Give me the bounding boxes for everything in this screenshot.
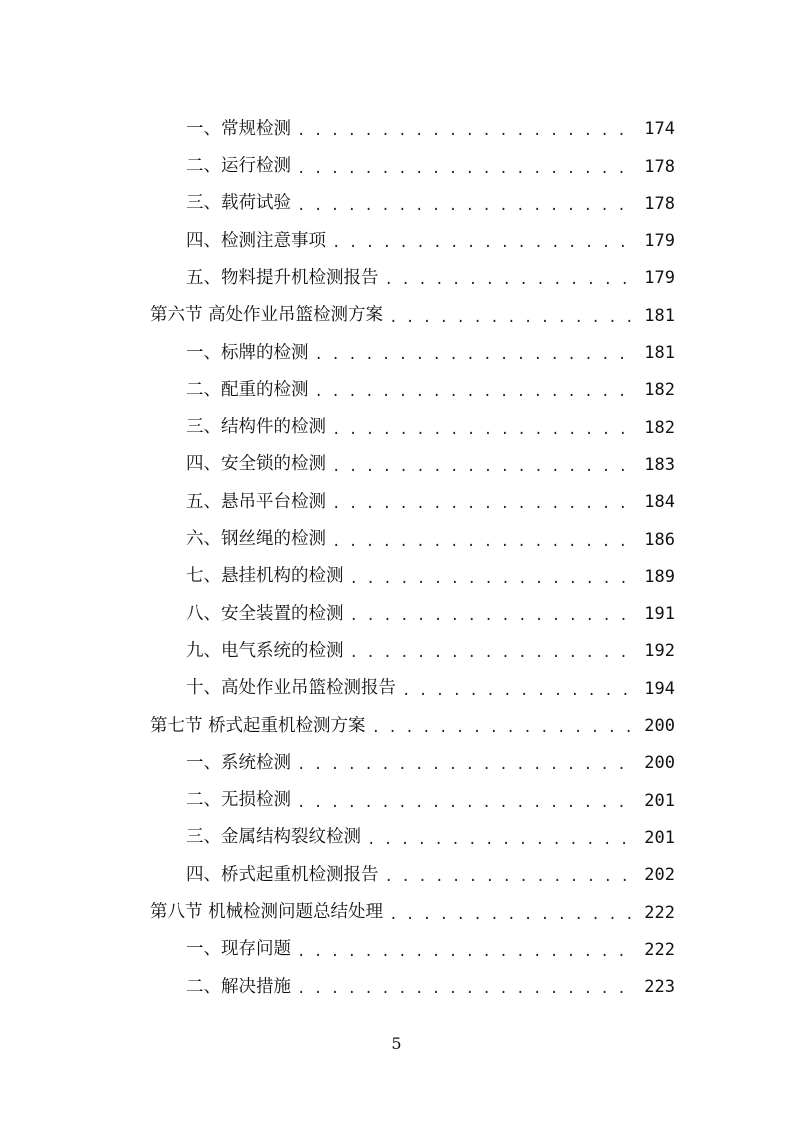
toc-entry-title: 七、悬挂机构的检测: [186, 566, 344, 587]
toc-entry-title: 二、无损检测: [186, 790, 291, 811]
toc-dot-leader: [385, 870, 637, 884]
toc-entry-page: 194: [644, 678, 675, 699]
toc-dot-leader: [332, 423, 636, 437]
toc-dot-leader: [297, 945, 636, 959]
table-of-contents: [150, 101, 675, 996]
toc-entry-title: 四、检测注意事项: [186, 230, 326, 251]
toc-entry-page: 178: [644, 156, 675, 177]
toc-entry-page: 181: [644, 343, 675, 364]
toc-entry-page: 182: [644, 417, 675, 438]
toc-dot-leader: [297, 199, 636, 213]
toc-entry-page: 222: [644, 939, 675, 960]
toc-subsection-entry[interactable]: [150, 810, 675, 847]
toc-entry-title: 四、安全锁的检测: [186, 454, 326, 475]
toc-entry-page: 223: [644, 977, 675, 998]
toc-entry-title: 五、悬吊平台检测: [186, 491, 326, 512]
toc-entry-page: 192: [644, 641, 675, 662]
toc-subsection-entry[interactable]: [150, 325, 675, 362]
toc-entry-title: 四、桥式起重机检测报告: [186, 864, 379, 885]
toc-entry-title: 十、高处作业吊篮检测报告: [186, 678, 396, 699]
toc-subsection-entry[interactable]: [150, 437, 675, 474]
toc-entry-title: 二、配重的检测: [186, 379, 309, 400]
toc-subsection-entry[interactable]: [150, 959, 675, 996]
toc-subsection-entry[interactable]: [150, 660, 675, 697]
toc-section-entry[interactable]: [150, 287, 675, 324]
toc-entry-page: 201: [644, 790, 675, 811]
toc-subsection-entry[interactable]: [150, 101, 675, 138]
toc-entry-page: 189: [644, 566, 675, 587]
toc-dot-leader: [297, 124, 636, 138]
toc-entry-page: 183: [644, 454, 675, 475]
toc-subsection-entry[interactable]: [150, 549, 675, 586]
toc-dot-leader: [385, 273, 637, 287]
toc-entry-page: 178: [644, 193, 675, 214]
toc-subsection-entry[interactable]: [150, 847, 675, 884]
toc-subsection-entry[interactable]: [150, 362, 675, 399]
toc-dot-leader: [389, 311, 636, 325]
page-number: 5: [391, 1034, 402, 1053]
toc-dot-leader: [332, 460, 636, 474]
toc-subsection-entry[interactable]: [150, 623, 675, 660]
toc-dot-leader: [350, 572, 637, 586]
toc-entry-page: 200: [644, 716, 675, 737]
toc-entry-page: 186: [644, 529, 675, 550]
toc-dot-leader: [297, 162, 636, 176]
toc-entry-title: 九、电气系统的检测: [186, 640, 344, 661]
toc-dot-leader: [297, 982, 636, 996]
toc-entry-title: 六、钢丝绳的检测: [186, 529, 326, 550]
toc-entry-page: 201: [644, 827, 675, 848]
toc-subsection-entry[interactable]: [150, 213, 675, 250]
toc-dot-leader: [350, 609, 637, 623]
toc-entry-page: 184: [644, 492, 675, 513]
toc-entry-title: 三、载荷试验: [186, 193, 291, 214]
toc-subsection-entry[interactable]: [150, 511, 675, 548]
toc-entry-page: 174: [644, 119, 675, 140]
toc-subsection-entry[interactable]: [150, 399, 675, 436]
toc-entry-title: 三、结构件的检测: [186, 417, 326, 438]
toc-subsection-entry[interactable]: [150, 772, 675, 809]
toc-entry-page: 200: [644, 753, 675, 774]
toc-entry-title: 第八节 机械检测问题总结处理: [150, 902, 384, 923]
toc-dot-leader: [389, 908, 636, 922]
toc-entry-page: 181: [644, 305, 675, 326]
toc-dot-leader: [315, 348, 637, 362]
toc-subsection-entry[interactable]: [150, 735, 675, 772]
toc-dot-leader: [315, 385, 637, 399]
toc-entry-title: 第六节 高处作业吊篮检测方案: [150, 305, 384, 326]
toc-dot-leader: [372, 721, 637, 735]
toc-entry-title: 一、系统检测: [186, 752, 291, 773]
toc-subsection-entry[interactable]: [150, 176, 675, 213]
toc-subsection-entry[interactable]: [150, 922, 675, 959]
toc-dot-leader: [350, 646, 637, 660]
toc-dot-leader: [332, 497, 636, 511]
toc-entry-page: 222: [644, 902, 675, 923]
toc-entry-title: 一、标牌的检测: [186, 342, 309, 363]
toc-entry-title: 二、运行检测: [186, 156, 291, 177]
toc-entry-title: 一、常规检测: [186, 118, 291, 139]
toc-entry-title: 一、现存问题: [186, 939, 291, 960]
toc-entry-title: 三、金属结构裂纹检测: [186, 827, 361, 848]
toc-section-entry[interactable]: [150, 884, 675, 921]
toc-entry-title: 五、物料提升机检测报告: [186, 267, 379, 288]
toc-entry-title: 第七节 桥式起重机检测方案: [150, 715, 366, 736]
toc-dot-leader: [297, 796, 636, 810]
toc-dot-leader: [367, 833, 636, 847]
toc-entry-title: 二、解决措施: [186, 976, 291, 997]
toc-dot-leader: [402, 684, 636, 698]
toc-subsection-entry[interactable]: [150, 138, 675, 175]
toc-dot-leader: [332, 535, 636, 549]
toc-entry-page: 182: [644, 380, 675, 401]
toc-dot-leader: [297, 758, 636, 772]
toc-entry-page: 202: [644, 865, 675, 886]
toc-subsection-entry[interactable]: [150, 474, 675, 511]
toc-subsection-entry[interactable]: [150, 250, 675, 287]
toc-dot-leader: [332, 236, 636, 250]
toc-entry-title: 八、安全装置的检测: [186, 603, 344, 624]
toc-entry-page: 191: [644, 604, 675, 625]
toc-entry-page: 179: [644, 231, 675, 252]
toc-subsection-entry[interactable]: [150, 586, 675, 623]
toc-section-entry[interactable]: [150, 698, 675, 735]
toc-entry-page: 179: [644, 268, 675, 289]
